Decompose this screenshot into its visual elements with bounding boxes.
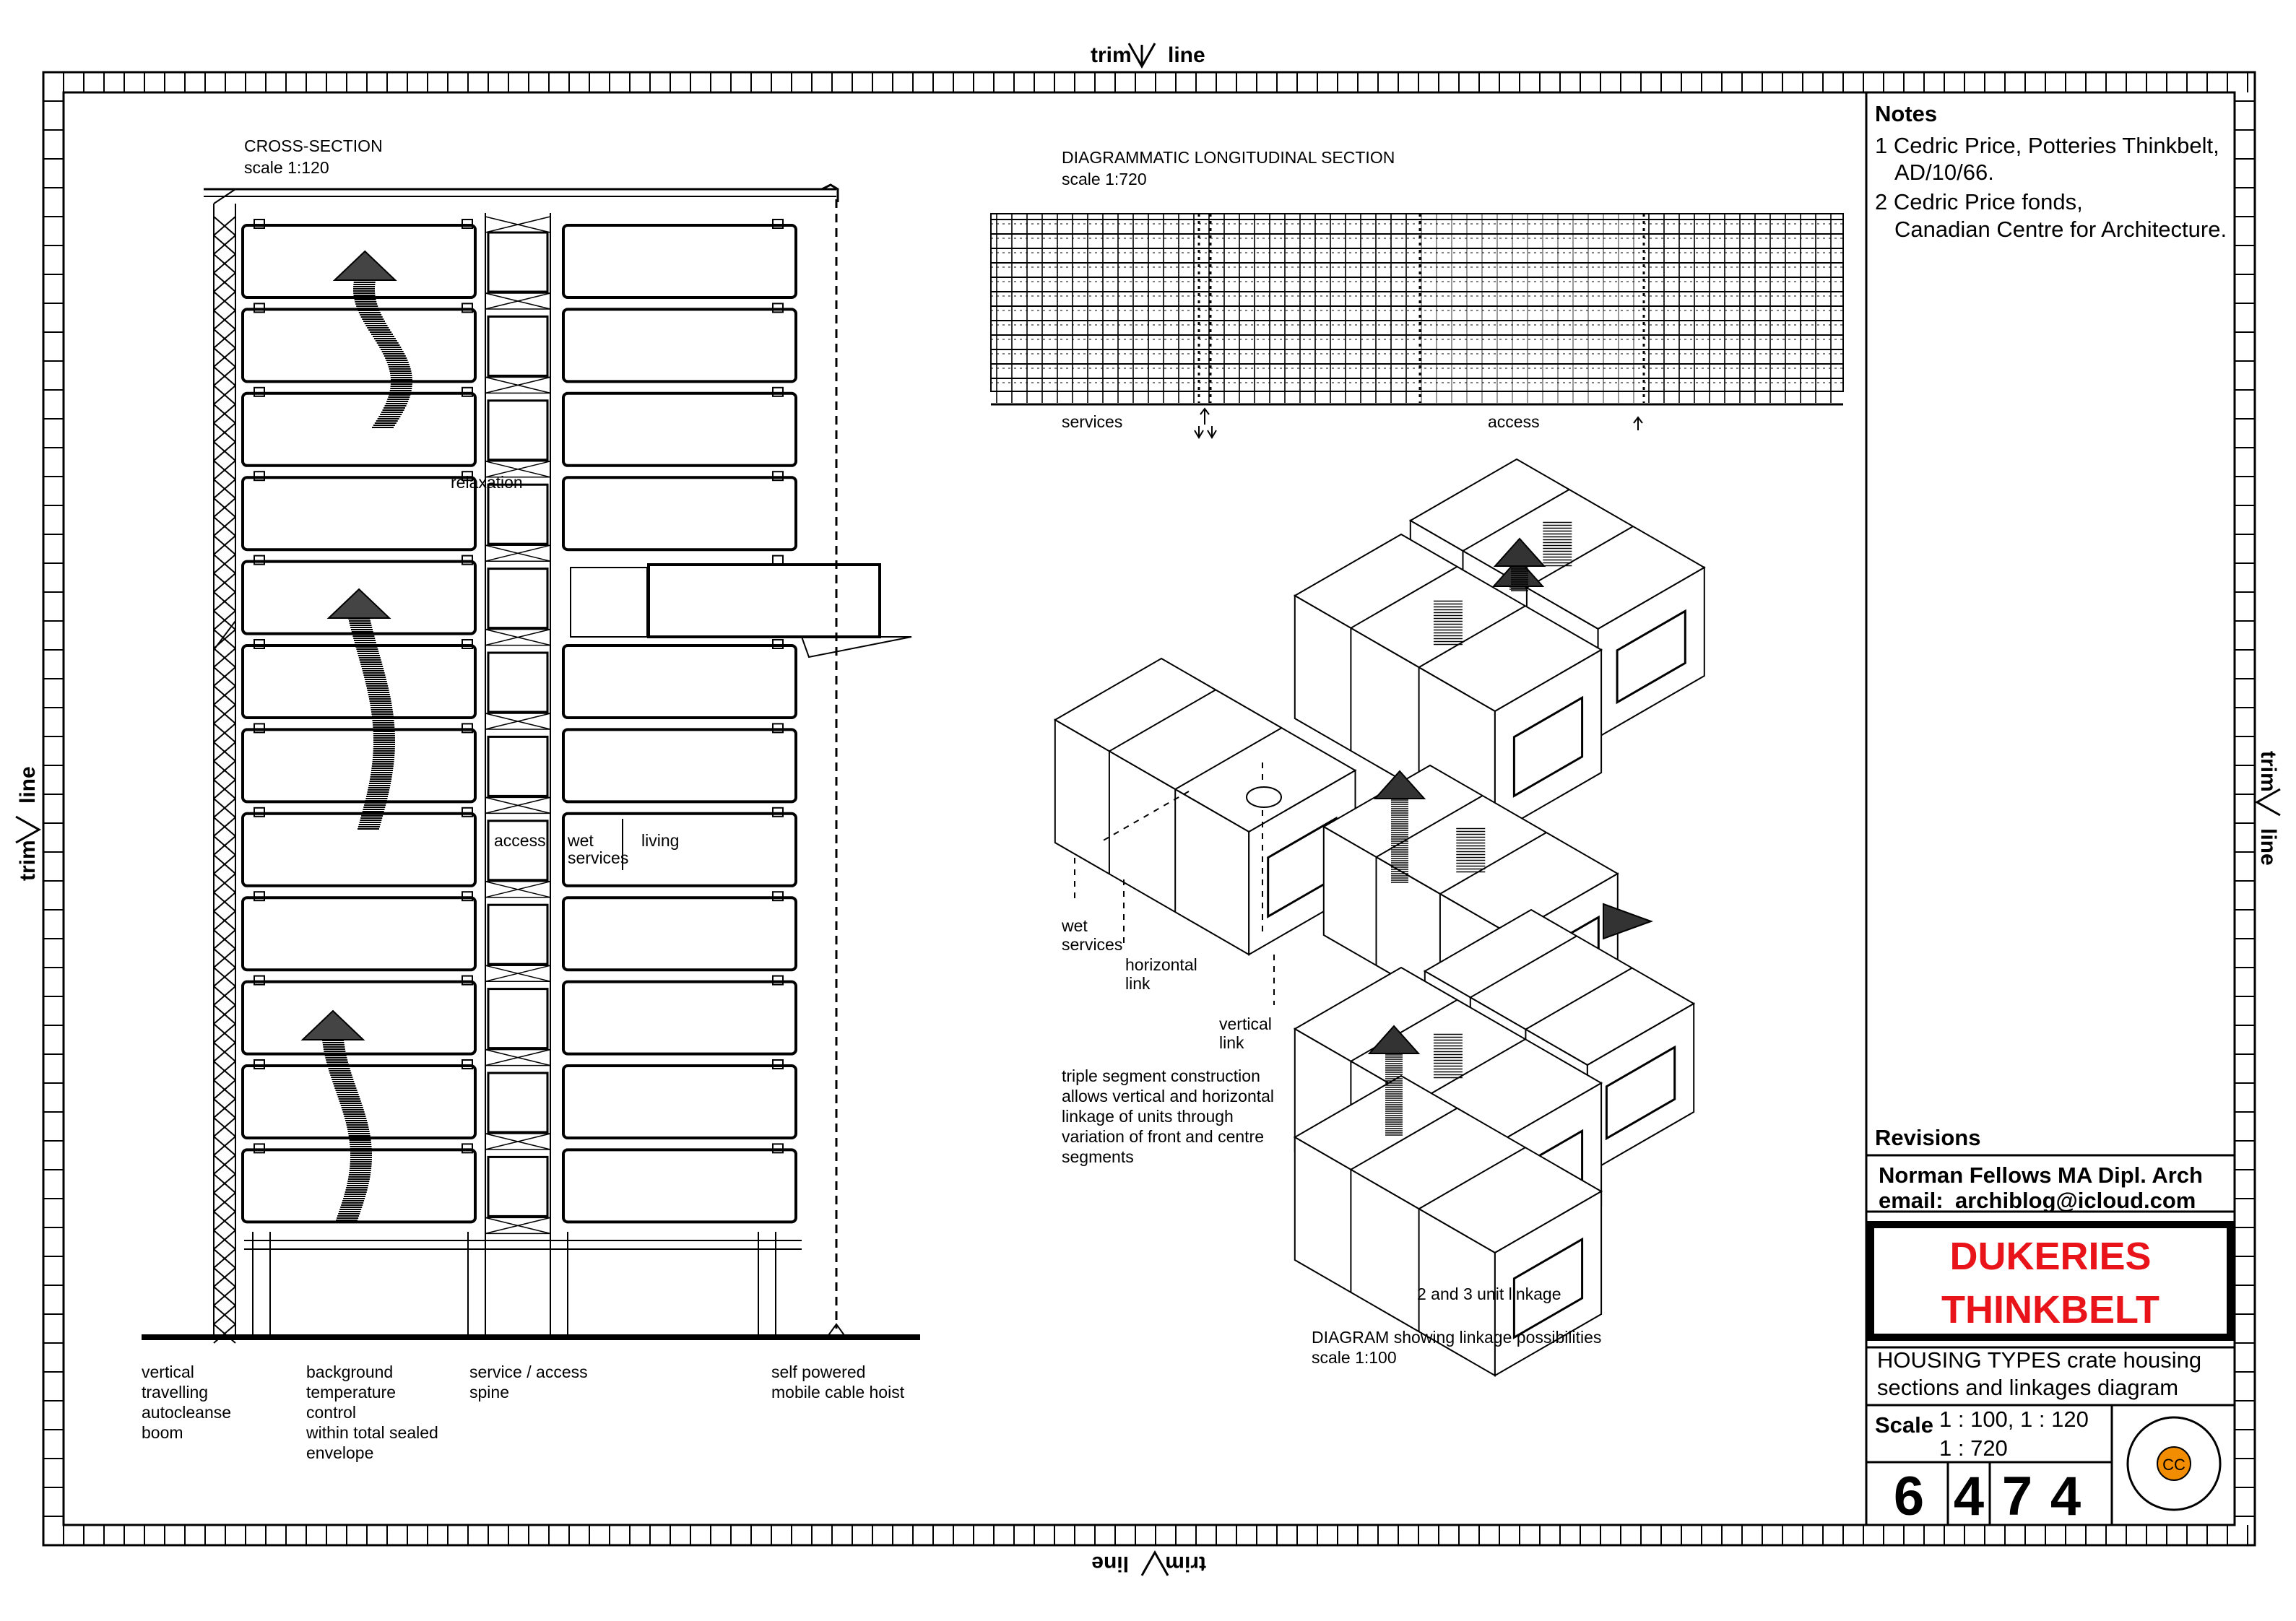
travelling-boom bbox=[214, 189, 235, 1343]
trim-label-right bbox=[2256, 751, 2280, 866]
horizontal-link-label: link bbox=[1125, 974, 1151, 993]
trim-word: trim bbox=[16, 840, 40, 881]
drawing-number-digit: 6 bbox=[1893, 1466, 1925, 1527]
scale-values-line-2: 1 : 720 bbox=[1939, 1435, 2008, 1461]
horizontal-link-label: horizontal bbox=[1125, 955, 1197, 974]
longitudinal-scale: scale 1:720 bbox=[1062, 170, 1147, 188]
services-label: services bbox=[568, 848, 629, 867]
line-word: line bbox=[1091, 1552, 1129, 1576]
linkage-axonometric bbox=[1055, 459, 1704, 1376]
hoist-label: mobile cable hoist bbox=[771, 1383, 905, 1401]
temperature-label: envelope bbox=[306, 1443, 374, 1462]
linkage-caption: 2 and 3 unit linkage bbox=[1417, 1285, 1561, 1303]
line-word: line bbox=[16, 766, 40, 804]
boom-label: autocleanse bbox=[142, 1403, 232, 1422]
drawing-number-digit: 7 bbox=[2001, 1466, 2033, 1527]
note-2-line-1: 2 Cedric Price fonds, bbox=[1875, 189, 2083, 214]
access-label: access bbox=[494, 831, 546, 850]
living-label: living bbox=[641, 831, 680, 850]
temperature-label: within total sealed bbox=[306, 1423, 438, 1442]
longitudinal-title: DIAGRAMMATIC LONGITUDINAL SECTION bbox=[1062, 148, 1395, 167]
note-1-line-2: AD/10/66. bbox=[1894, 160, 1994, 185]
project-title-line-2: THINKBELT bbox=[1941, 1288, 2159, 1331]
wet-services-label: services bbox=[1062, 935, 1123, 954]
boom-label: vertical bbox=[142, 1363, 194, 1381]
boom-label: boom bbox=[142, 1423, 183, 1442]
diagram-scale: scale 1:100 bbox=[1312, 1348, 1397, 1367]
temperature-label: background bbox=[306, 1363, 394, 1381]
author-email: archiblog@icloud.com bbox=[1955, 1188, 2196, 1213]
trim-label-bottom bbox=[1091, 1552, 1206, 1576]
cross-section-scale: scale 1:120 bbox=[244, 158, 329, 177]
services-label: services bbox=[1062, 412, 1123, 431]
wet-label: wet bbox=[568, 831, 594, 850]
trim-word: trim bbox=[1165, 1552, 1206, 1576]
support-legs bbox=[244, 1232, 802, 1337]
longitudinal-section bbox=[991, 148, 1843, 438]
temperature-label: control bbox=[306, 1403, 357, 1422]
drawing-number-digit: 4 bbox=[1953, 1466, 1985, 1527]
title-block bbox=[1866, 92, 2235, 1527]
spine-label: spine bbox=[469, 1383, 509, 1401]
trim-word: trim bbox=[1091, 43, 1132, 67]
triple-segment-note: variation of front and centre bbox=[1062, 1127, 1264, 1146]
note-2-line-2: Canadian Centre for Architecture. bbox=[1894, 217, 2227, 242]
note-1-line-1: 1 Cedric Price, Potteries Thinkbelt, bbox=[1875, 133, 2219, 158]
temperature-label: temperature bbox=[306, 1383, 397, 1401]
spine-label: service / access bbox=[469, 1363, 588, 1381]
line-word: line bbox=[2256, 828, 2280, 866]
trim-label-left bbox=[16, 766, 40, 881]
hoist-label: self powered bbox=[771, 1363, 866, 1381]
trim-word: trim bbox=[2256, 751, 2280, 792]
access-label: access bbox=[1488, 412, 1540, 431]
scale-values-line-1: 1 : 100, 1 : 120 bbox=[1939, 1407, 2089, 1432]
cross-section-title: CROSS-SECTION bbox=[244, 136, 383, 155]
logo-text: CC bbox=[2162, 1456, 2185, 1474]
vertical-link-label: vertical bbox=[1219, 1014, 1272, 1033]
triple-segment-note: linkage of units through bbox=[1062, 1107, 1234, 1126]
temperature-flow-arrows bbox=[303, 251, 412, 1220]
vertical-link-label: link bbox=[1219, 1033, 1244, 1052]
arrow-icon bbox=[1195, 409, 1642, 438]
triple-segment-note: allows vertical and horizontal bbox=[1062, 1087, 1275, 1105]
line-word: line bbox=[1168, 43, 1205, 67]
author-name: Norman Fellows MA Dipl. Arch bbox=[1879, 1162, 2203, 1188]
email-label: email: bbox=[1879, 1188, 1944, 1213]
project-title-line-1: DUKERIES bbox=[1949, 1235, 2152, 1278]
trim-arrow-icon bbox=[1142, 1552, 1168, 1576]
drawing-title-line-1: HOUSING TYPES crate housing bbox=[1877, 1347, 2202, 1373]
triple-segment-note: triple segment construction bbox=[1062, 1066, 1260, 1085]
scale-label: Scale bbox=[1875, 1412, 1934, 1438]
notes-heading: Notes bbox=[1875, 101, 1938, 126]
relaxation-label: relaxation bbox=[451, 473, 523, 492]
cross-section-drawing bbox=[142, 136, 920, 1462]
drawing-number-digit: 4 bbox=[2050, 1466, 2081, 1527]
service-access-spine bbox=[485, 217, 550, 1233]
trim-arrow-icon bbox=[2257, 789, 2280, 815]
drawing-title-line-2: sections and linkages diagram bbox=[1877, 1375, 2179, 1400]
boom-label: travelling bbox=[142, 1383, 209, 1401]
triple-segment-note: segments bbox=[1062, 1147, 1134, 1166]
hoisted-crate bbox=[571, 565, 911, 657]
wet-services-label: wet bbox=[1062, 916, 1088, 935]
diagram-title: DIAGRAM showing linkage possibilities bbox=[1312, 1328, 1602, 1347]
trim-arrow-icon bbox=[16, 817, 39, 843]
trim-label-top bbox=[1091, 43, 1205, 67]
revisions-heading: Revisions bbox=[1875, 1125, 1981, 1150]
creative-commons-logo bbox=[2128, 1417, 2220, 1510]
